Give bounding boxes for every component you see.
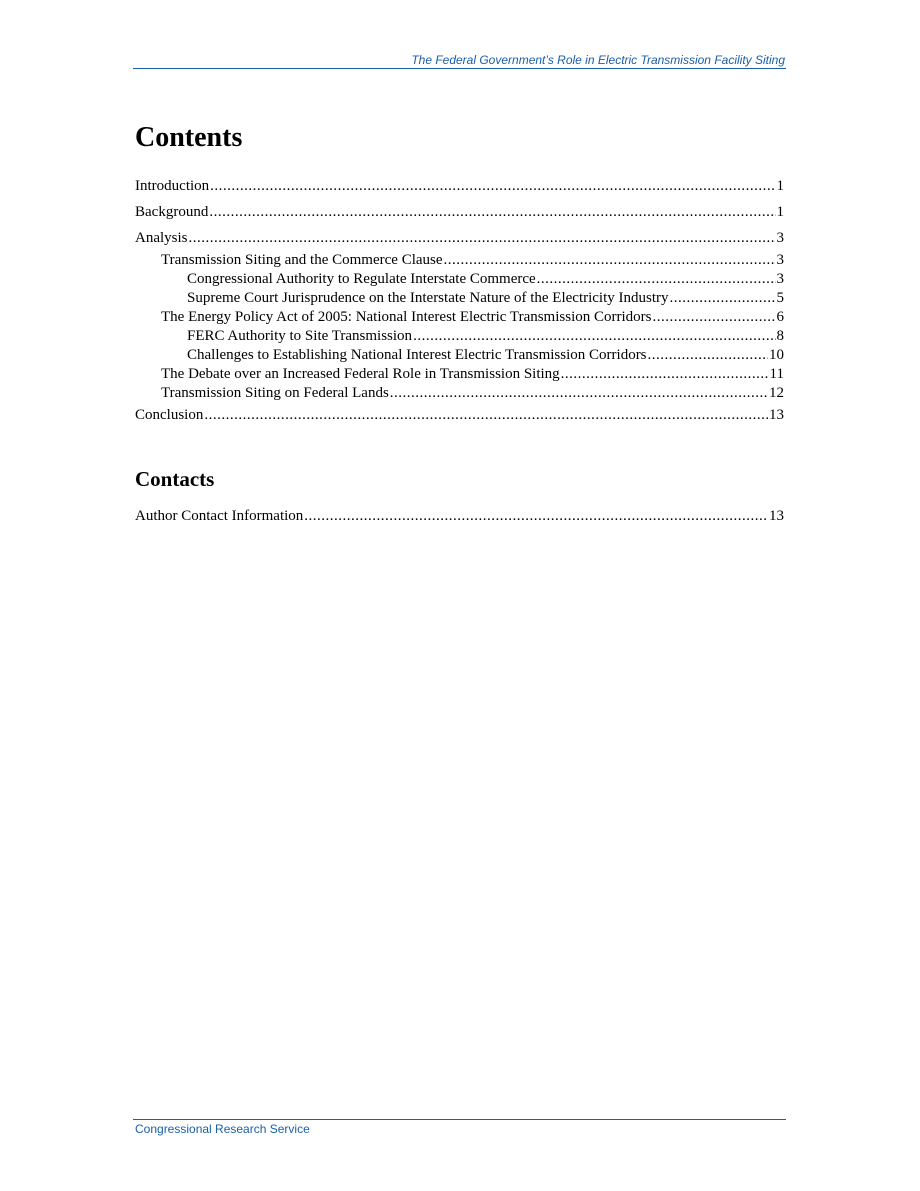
toc-entry-label: Conclusion bbox=[135, 407, 204, 423]
toc-entry-page: 3 bbox=[776, 230, 784, 246]
toc-entry-page: 1 bbox=[776, 178, 784, 194]
toc-dot-leader bbox=[561, 364, 769, 384]
toc-entry[interactable] bbox=[135, 307, 784, 327]
toc-entry-label: Congressional Authority to Regulate Interstate Commerce bbox=[187, 271, 536, 287]
toc-entry[interactable] bbox=[135, 250, 784, 270]
toc-entry[interactable] bbox=[135, 364, 784, 384]
toc-entry-label: Transmission Siting on Federal Lands bbox=[161, 385, 389, 401]
toc-entry-label: Author Contact Information bbox=[135, 508, 304, 524]
toc-entry[interactable] bbox=[135, 228, 784, 248]
toc-entry[interactable] bbox=[135, 269, 784, 289]
toc-entry-page: 12 bbox=[769, 385, 784, 401]
toc-entry-label: Introduction bbox=[135, 178, 210, 194]
toc-entry[interactable] bbox=[135, 288, 784, 308]
footer-organization: Congressional Research Service bbox=[135, 1122, 310, 1136]
toc-entry-page: 13 bbox=[769, 407, 784, 423]
footer-divider bbox=[133, 1119, 786, 1120]
header-divider bbox=[133, 68, 786, 69]
toc-entry-page: 11 bbox=[769, 366, 784, 382]
toc-entry-label: Analysis bbox=[135, 230, 188, 246]
toc-dot-leader bbox=[189, 228, 776, 248]
toc-entry[interactable] bbox=[135, 345, 784, 365]
toc-entry-label: Transmission Siting and the Commerce Clause bbox=[161, 252, 443, 268]
contacts-heading: Contacts bbox=[135, 467, 215, 491]
toc-dot-leader bbox=[204, 405, 768, 425]
toc-entry[interactable] bbox=[135, 176, 784, 196]
toc-entry-label: Challenges to Establishing National Interest Electric Transmission Corridors bbox=[187, 347, 647, 363]
toc-dot-leader bbox=[304, 506, 768, 526]
running-header-title: The Federal Government’s Role in Electric Transmission Facility Siting bbox=[411, 53, 785, 67]
toc-dot-leader bbox=[210, 176, 775, 196]
toc-entry-label: FERC Authority to Site Transmission bbox=[187, 328, 413, 344]
toc-entry[interactable] bbox=[135, 326, 784, 346]
toc-entry-page: 1 bbox=[776, 204, 784, 220]
toc-dot-leader bbox=[209, 202, 775, 222]
toc-entry-page: 13 bbox=[769, 508, 784, 524]
toc-dot-leader bbox=[652, 307, 775, 327]
toc-dot-leader bbox=[390, 383, 768, 403]
toc-entry-label: The Debate over an Increased Federal Role in Transmission Siting bbox=[161, 366, 560, 382]
toc-entry[interactable] bbox=[135, 202, 784, 222]
toc-entry-page: 3 bbox=[776, 271, 784, 287]
toc-entry-page: 3 bbox=[776, 252, 784, 268]
toc-entry-page: 5 bbox=[776, 290, 784, 306]
toc-dot-leader bbox=[413, 326, 775, 346]
toc-entry[interactable] bbox=[135, 405, 784, 425]
toc-dot-leader bbox=[537, 269, 776, 289]
contents-heading: Contents bbox=[135, 122, 243, 153]
toc-dot-leader bbox=[444, 250, 776, 270]
toc-entry-page: 6 bbox=[776, 309, 784, 325]
toc-entry-page: 10 bbox=[769, 347, 784, 363]
toc-entry[interactable] bbox=[135, 383, 784, 403]
toc-entry-page: 8 bbox=[776, 328, 784, 344]
toc-dot-leader bbox=[670, 288, 776, 308]
toc-entry-label: Background bbox=[135, 204, 209, 220]
toc-entry[interactable] bbox=[135, 506, 784, 526]
toc-dot-leader bbox=[648, 345, 768, 365]
toc-entry-label: The Energy Policy Act of 2005: National Interest Electric Transmission Corridors bbox=[161, 309, 652, 325]
toc-entry-label: Supreme Court Jurisprudence on the Interstate Nature of the Electricity Industry bbox=[187, 290, 669, 306]
